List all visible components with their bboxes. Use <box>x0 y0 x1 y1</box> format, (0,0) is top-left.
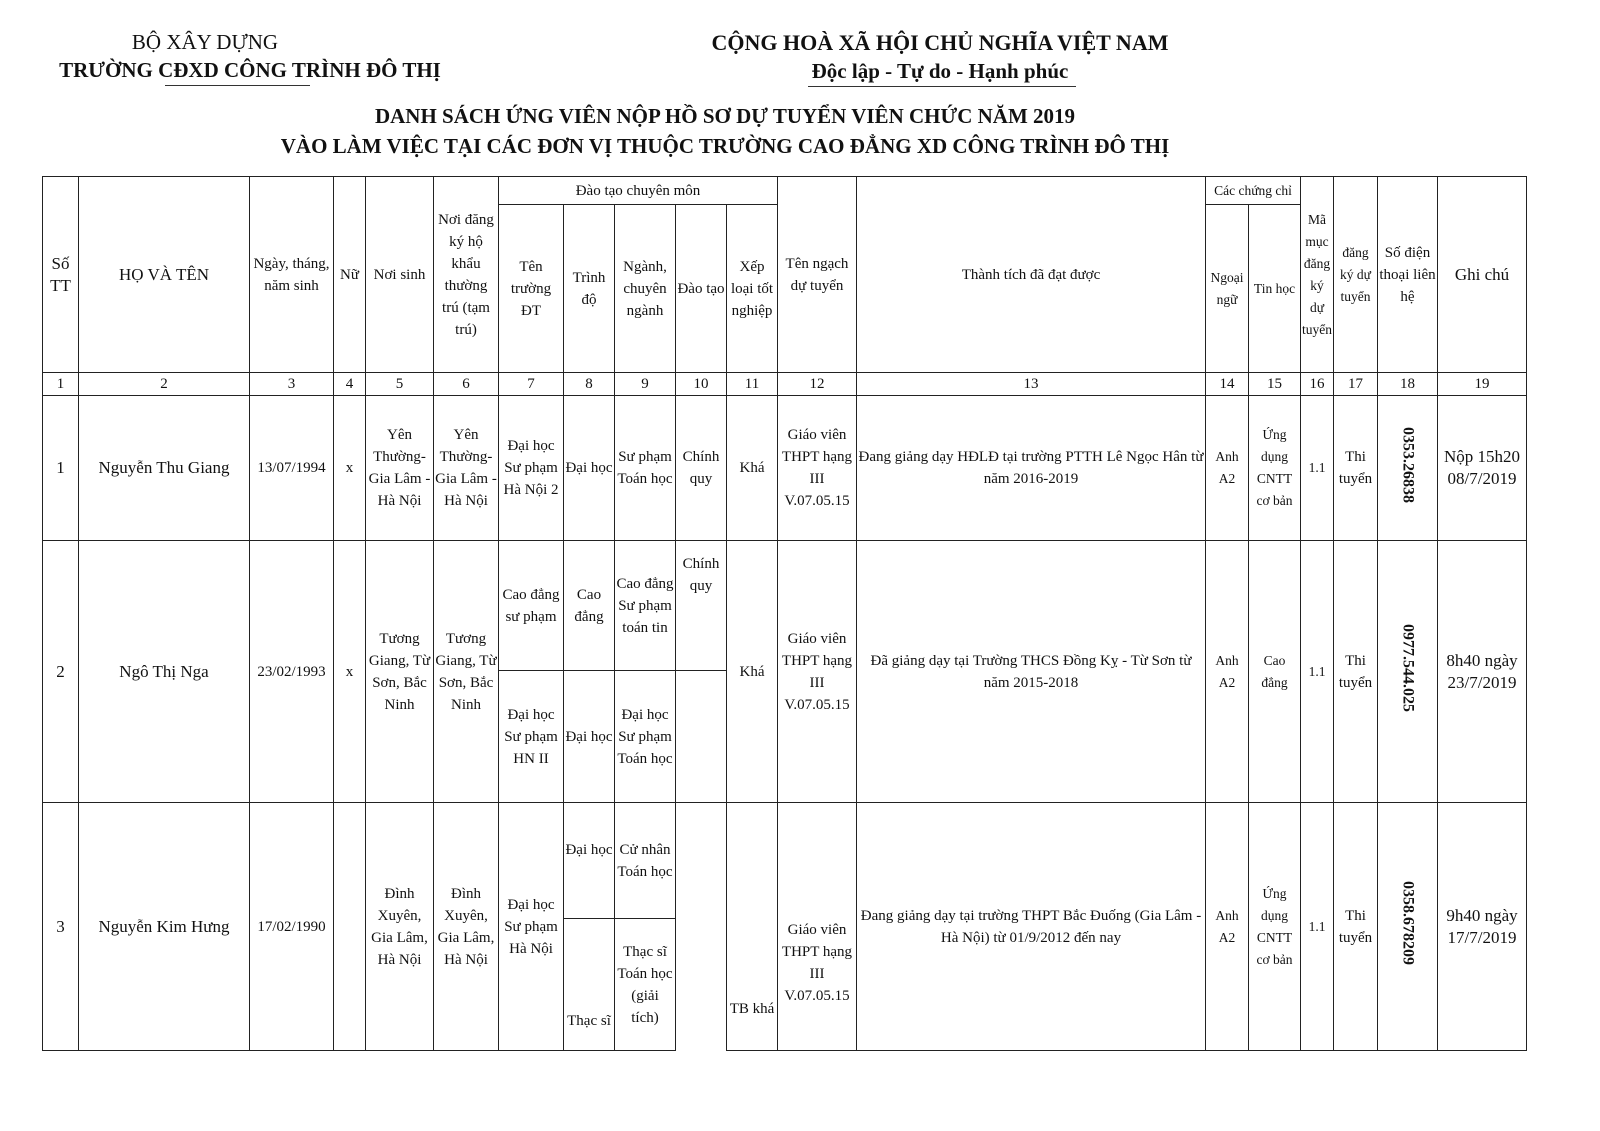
motto-underline <box>808 86 1076 87</box>
cell-code: 1.1 <box>1301 396 1334 541</box>
cell-grade: Khá <box>727 396 778 541</box>
cell-language: Anh A2 <box>1206 541 1249 803</box>
phone-number: 0977.544.025 <box>1399 624 1417 712</box>
col-grade: Xếp loại tốt nghiệp <box>727 205 778 373</box>
cell-grade: Khá <box>727 541 778 803</box>
col-dob: Ngày, tháng, năm sinh <box>250 177 334 373</box>
table-row <box>43 396 1527 541</box>
cell-dob: 17/02/1990 <box>250 803 334 1051</box>
cell-major: Cử nhân Toán học <box>615 803 676 919</box>
cell-major: Cao đẳng Sư phạm toán tin <box>615 541 676 671</box>
cell-mode <box>676 671 727 803</box>
cell-level: Đại học <box>564 671 615 803</box>
cell-residence: Yên Thường-Gia Lâm -Hà Nội <box>434 396 499 541</box>
col-number: 5 <box>366 373 434 396</box>
col-achievement: Thành tích đã đạt được <box>857 177 1206 373</box>
school-name: TRƯỜNG CĐXD CÔNG TRÌNH ĐÔ THỊ <box>59 58 441 82</box>
col-cert-group: Các chứng chỉ <box>1206 177 1301 205</box>
cell-school: Đại học Sư phạm Hà Nội <box>499 803 564 1051</box>
col-number: 3 <box>250 373 334 396</box>
table-row <box>43 541 1527 671</box>
col-phone: Số điện thoại liên hệ <box>1378 177 1438 373</box>
cell-level: Cao đẳng <box>564 541 615 671</box>
cell-name: Nguyễn Thu Giang <box>79 396 250 541</box>
col-number: 1 <box>43 373 79 396</box>
cell-code: 1.1 <box>1301 541 1334 803</box>
col-number: 13 <box>857 373 1206 396</box>
motto: Độc lập - Tự do - Hạnh phúc <box>811 59 1069 83</box>
cell-register: Thi tuyển <box>1334 803 1378 1051</box>
cell-language: Anh A2 <box>1206 803 1249 1051</box>
cell-register: Thi tuyển <box>1334 541 1378 803</box>
col-number: 9 <box>615 373 676 396</box>
cell-level: Thạc sĩ <box>564 919 615 1051</box>
cell-level: Đại học <box>564 803 615 919</box>
col-rank: Tên ngạch dự tuyển <box>778 177 857 373</box>
cell-dob: 13/07/1994 <box>250 396 334 541</box>
cell-rank: Giáo viên THPT hạng III V.07.05.15 <box>778 541 857 803</box>
col-number: 6 <box>434 373 499 396</box>
cell-achievement: Đã giảng dạy tại Trường THCS Đồng Kỵ - Từ Sơn từ năm 2015-2018 <box>857 541 1206 803</box>
column-number-row <box>43 373 1527 396</box>
col-mode: Đào tạo <box>676 205 727 373</box>
cell-stt: 2 <box>43 541 79 803</box>
col-number: 15 <box>1249 373 1301 396</box>
table-row <box>43 803 1527 919</box>
cell-female: x <box>334 396 366 541</box>
ministry-name: BỘ XÂY DỰNG <box>131 30 279 54</box>
col-number: 7 <box>499 373 564 396</box>
cell-female: x <box>334 541 366 803</box>
cell-residence: Đình Xuyên, Gia Lâm, Hà Nội <box>434 803 499 1051</box>
cell-school: Đại học Sư phạm Hà Nội 2 <box>499 396 564 541</box>
col-language: Ngoại ngữ <box>1206 205 1249 373</box>
cell-note: 9h40 ngày 17/7/2019 <box>1438 803 1527 1051</box>
col-number: 16 <box>1301 373 1334 396</box>
cell-rank: Giáo viên THPT hạng III V.07.05.15 <box>778 919 857 1051</box>
cell-level: Đại học <box>564 396 615 541</box>
school-underline <box>165 85 310 86</box>
cell-major: Đại học Sư phạm Toán học <box>615 671 676 803</box>
cell-phone <box>1378 541 1438 803</box>
cell-mode <box>676 803 727 1051</box>
col-school: Tên trường ĐT <box>499 205 564 373</box>
cell-register: Thi tuyển <box>1334 396 1378 541</box>
document-title-line2: VÀO LÀM VIỆC TẠI CÁC ĐƠN VỊ THUỘC TRƯỜNG CAO ĐẲNG XD CÔNG TRÌNH ĐÔ THỊ <box>280 134 1170 158</box>
document-title-line1: DANH SÁCH ỨNG VIÊN NỘP HỒ SƠ DỰ TUYỂN VIÊN CHỨC NĂM 2019 <box>374 104 1076 128</box>
col-note: Ghi chú <box>1438 177 1527 373</box>
cell-it: Cao đẳng <box>1249 541 1301 803</box>
cell-phone <box>1378 803 1438 1051</box>
col-stt: Số TT <box>43 177 79 373</box>
col-number: 17 <box>1334 373 1378 396</box>
cell-birthplace: Đình Xuyên, Gia Lâm, Hà Nội <box>366 803 434 1051</box>
cell-school: Đại học Sư phạm HN II <box>499 671 564 803</box>
col-residence: Nơi đăng ký hộ khẩu thường trú (tạm trú) <box>434 177 499 373</box>
cell-stt: 3 <box>43 803 79 1051</box>
cell-rank: Giáo viên THPT hạng III V.07.05.15 <box>778 396 857 541</box>
cell-language: Anh A2 <box>1206 396 1249 541</box>
cell-major: Thạc sĩ Toán học (giải tích) <box>615 919 676 1051</box>
cell-mode: Chính quy <box>676 541 727 671</box>
col-number: 11 <box>727 373 778 396</box>
cell-rank <box>778 803 857 919</box>
col-number: 19 <box>1438 373 1527 396</box>
cell-name: Ngô Thị Nga <box>79 541 250 803</box>
cell-grade: TB khá <box>727 919 778 1051</box>
cell-female <box>334 803 366 1051</box>
col-code: Mã mục đăng ký dự tuyển <box>1301 177 1334 373</box>
cell-birthplace: Yên Thường-Gia Lâm -Hà Nội <box>366 396 434 541</box>
phone-number: 0358.678209 <box>1399 881 1417 965</box>
col-number: 14 <box>1206 373 1249 396</box>
col-number: 2 <box>79 373 250 396</box>
cell-note: 8h40 ngày 23/7/2019 <box>1438 541 1527 803</box>
cell-code: 1.1 <box>1301 803 1334 1051</box>
cell-stt: 1 <box>43 396 79 541</box>
cell-achievement: Đang giảng dạy tại trường THPT Bắc Đuống (Gia Lâm - Hà Nội) từ 01/9/2012 đến nay <box>857 803 1206 1051</box>
cell-phone <box>1378 396 1438 541</box>
col-level: Trình độ <box>564 205 615 373</box>
cell-grade <box>727 803 778 919</box>
col-female: Nữ <box>334 177 366 373</box>
col-it: Tin học <box>1249 205 1301 373</box>
col-name: HỌ VÀ TÊN <box>79 177 250 373</box>
col-birthplace: Nơi sinh <box>366 177 434 373</box>
cell-major: Sư phạm Toán học <box>615 396 676 541</box>
cell-school: Cao đẳng sư phạm <box>499 541 564 671</box>
cell-it: Ứng dụng CNTT cơ bản <box>1249 396 1301 541</box>
col-number: 10 <box>676 373 727 396</box>
col-number: 18 <box>1378 373 1438 396</box>
col-number: 4 <box>334 373 366 396</box>
cell-achievement: Đang giảng dạy HĐLĐ tại trường PTTH Lê Ngọc Hân từ năm 2016-2019 <box>857 396 1206 541</box>
col-major: Ngành, chuyên ngành <box>615 205 676 373</box>
candidate-table <box>42 176 1527 1051</box>
col-number: 12 <box>778 373 857 396</box>
cell-birthplace: Tương Giang, Từ Sơn, Bắc Ninh <box>366 541 434 803</box>
col-number: 8 <box>564 373 615 396</box>
nation-title: CỘNG HOÀ XÃ HỘI CHỦ NGHĨA VIỆT NAM <box>711 30 1169 55</box>
cell-it: Ứng dụng CNTT cơ bản <box>1249 803 1301 1051</box>
phone-number: 0353.26838 <box>1399 426 1417 503</box>
cell-residence: Tương Giang, Từ Sơn, Bắc Ninh <box>434 541 499 803</box>
col-training-group: Đào tạo chuyên môn <box>499 177 778 205</box>
cell-dob: 23/02/1993 <box>250 541 334 803</box>
col-register: đăng ký dự tuyển <box>1334 177 1378 373</box>
cell-name: Nguyễn Kim Hưng <box>79 803 250 1051</box>
cell-mode: Chính quy <box>676 396 727 541</box>
cell-note: Nộp 15h20 08/7/2019 <box>1438 396 1527 541</box>
